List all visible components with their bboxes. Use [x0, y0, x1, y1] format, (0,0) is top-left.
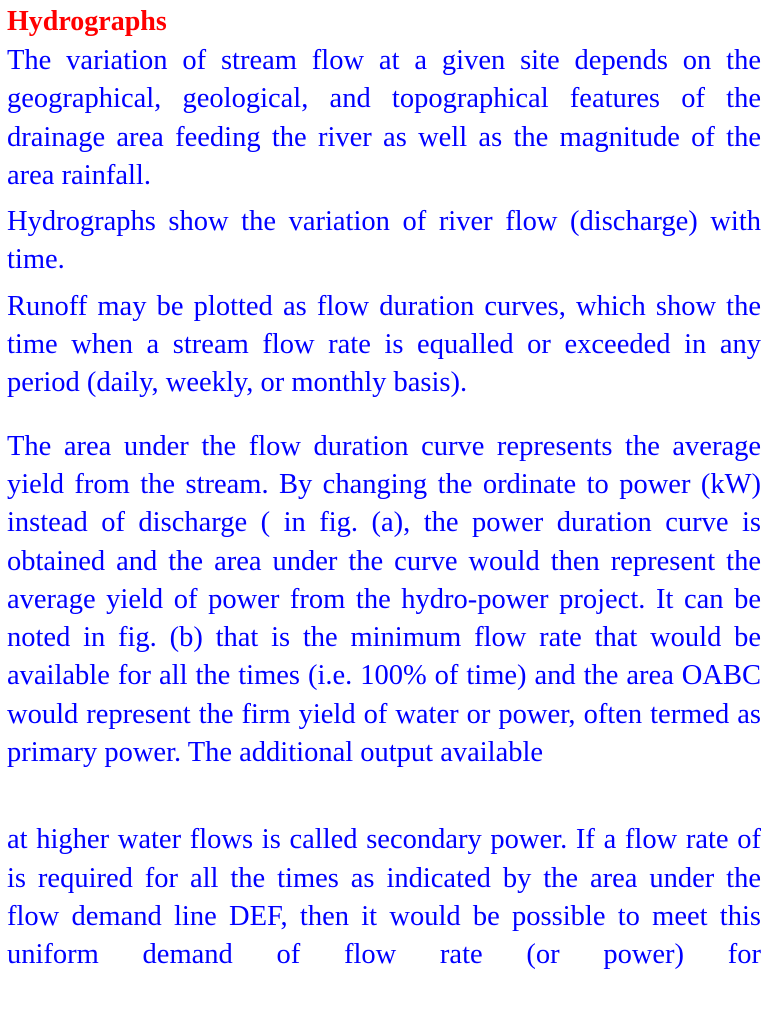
paragraph-stream-flow-variation: The variation of stream flow at a given site depends on the geographical, geological, and topographical features of the drainage area feeding the river as well as the magnitude of the area rainfall.	[7, 45, 761, 191]
paragraph-secondary-power: at higher water flows is called secondary power. If a flow rate of is required for all the times as indicated by the area under the flow demand line DEF, then it would be possible to meet this uniform demand of flow rate (or power) for	[7, 824, 761, 971]
paragraph-hydrograph-definition: Hydrographs show the variation of river flow (discharge) with time.	[7, 206, 761, 276]
document-page	[7, 0, 761, 1013]
paragraph-area-under-curve: The area under the flow duration curve represents the average yield from the stream. By changing the ordinate to power (kW) instead of discharge ( in fig. (a), the power duration curve is obtained and the area under the curve would then represent the average yield of power from the hydro-power project. It can be noted in fig. (b) that is the minimum flow rate that would be available for all the times (i.e. 100% of time) and the area OABC would represent the firm yield of water or power, often termed as primary power. The additional output available	[7, 430, 761, 769]
paragraph-flow-duration-curves: Runoff may be plotted as flow duration curves, which show the time when a stream flow rate is equalled or exceeded in any period (daily, weekly, or monthly basis).	[7, 290, 761, 399]
section-heading: Hydrographs	[7, 6, 167, 37]
